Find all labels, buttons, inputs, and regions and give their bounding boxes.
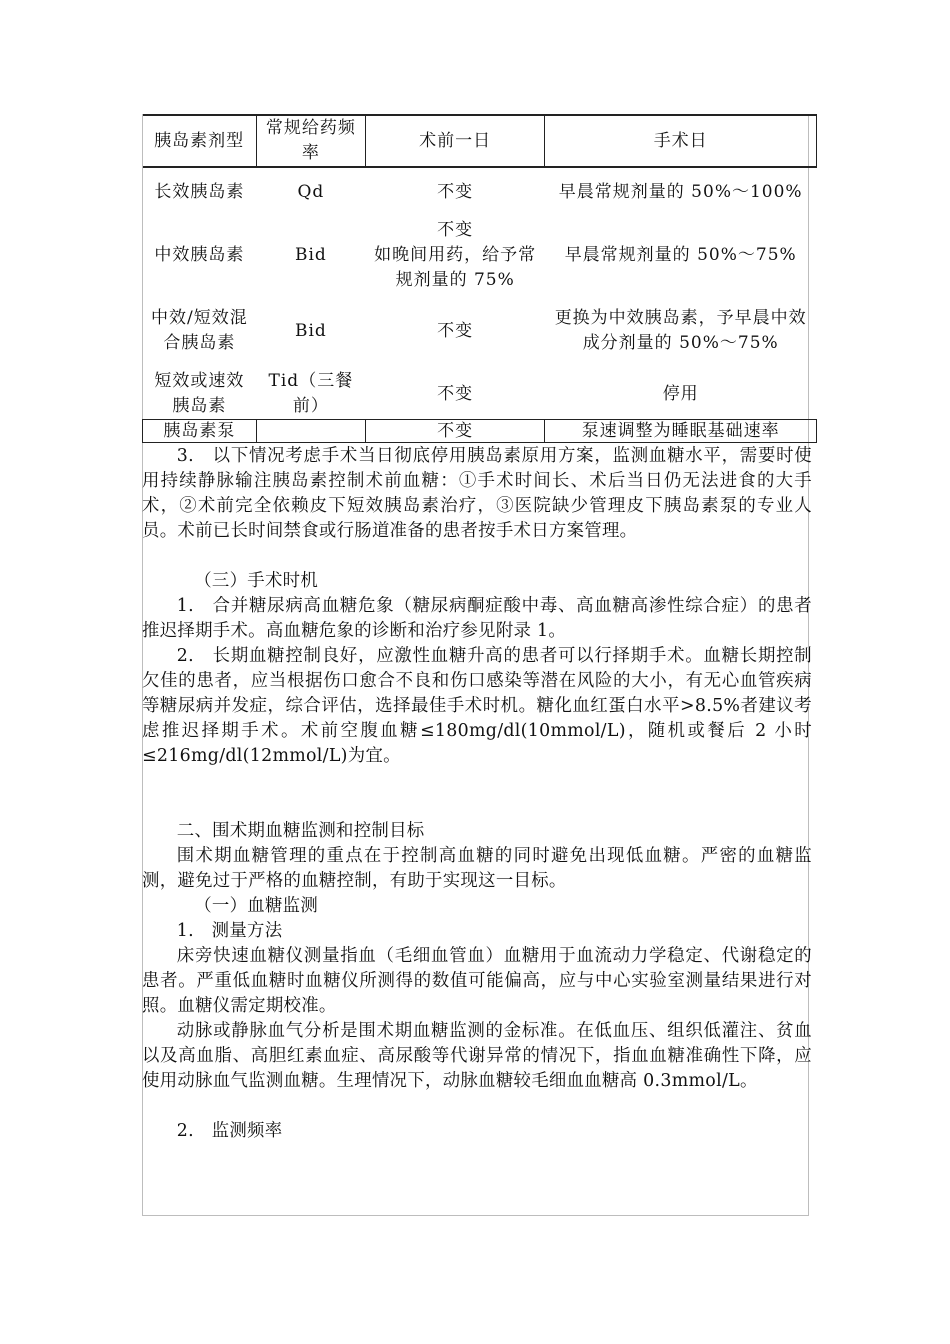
section-heading: 二、围术期血糖监测和控制目标: [176, 821, 425, 841]
table-cell: 长效胰岛素: [154, 182, 245, 202]
table-row: [143, 167, 817, 217]
table-cell: 中效/短效混合胰岛素: [151, 308, 248, 353]
table-row: [143, 293, 817, 369]
table-cell: 胰岛素泵: [143, 420, 257, 443]
table-cell: 更换为中效胰岛素，予早晨中效成分剂量的 50%～75%: [554, 308, 807, 353]
table-cell: Tid（三餐前）: [268, 371, 354, 416]
table-cell: 中效胰岛素: [154, 244, 245, 265]
table-cell: 停用: [662, 383, 699, 404]
paragraph: 床旁快速血糖仪测量指血（毛细血管血）血糖用于血流动力学稳定、代谢稳定的患者。严重低血糖时血糖仪所测得的数值可能偏高，应与中心实验室测量结果进行对照。血糖仪需定期校准。: [142, 946, 812, 1016]
paragraph: 3. 以下情况考虑手术当日彻底停用胰岛素原用方案，监测血糖水平，需要时使用持续静脉输注胰岛素控制术前血糖：①手术时间长、术后当日仍无法进食的大手术，②术前完全依赖皮下短效胰岛素治疗，③医院缺少管理皮下胰岛素泵的专业人员。术前已长时间禁食或行肠道准备的患者按手术日方案管理。: [142, 446, 812, 541]
table-cell: 泵速调整为睡眠基础速率: [545, 420, 817, 443]
paragraph: 1. 合并糖尿病高血糖危象（糖尿病酮症酸中毒、高血糖高渗性综合症）的患者推迟择期手术。高血糖危象的诊断和治疗参见附录 1。: [142, 596, 812, 641]
table-header-cell: 手术日: [545, 115, 817, 167]
table-header-cell: 术前一日: [365, 115, 544, 167]
table-cell: 不变: [437, 320, 474, 341]
table-cell: 早晨常规剂量的 50%～75%: [564, 244, 797, 265]
section-heading: 1. 测量方法: [176, 921, 283, 941]
table-cell: 早晨常规剂量的 50%～100%: [558, 182, 803, 202]
table-header-cell: 常规给药频率: [256, 115, 365, 167]
table-row: [143, 217, 817, 293]
document-body: [142, 444, 812, 1144]
table-cell: 不变: [437, 383, 474, 404]
table-cell: Qd: [297, 182, 325, 202]
table-cell: 不变 如晚间用药，给予常规剂量的 75%: [374, 219, 537, 290]
paragraph: 2. 长期血糖控制良好，应激性血糖升高的患者可以行择期手术。血糖长期控制欠佳的患者，应当根据伤口愈合不良和伤口感染等潜在风险的大小，有无心血管疾病等糖尿病并发症，综合评估，选择最佳手术时机。糖化血红蛋白水平>8.5%者建议考虑推迟择期手术。术前空腹血糖≤180mg/dl(10mmol/L)，随机或餐后 2 小时≤216mg/dl(12mmol/L)为宜。: [142, 646, 812, 766]
table-header-row: [143, 115, 817, 167]
paragraph: 动脉或静脉血气分析是围术期血糖监测的金标准。在低血压、组织低灌注、贫血以及高血脂、高胆红素血症、高尿酸等代谢异常的情况下，指血血糖准确性下降，应使用动脉血气监测血糖。生理情况下，动脉血糖较毛细血血糖高 0.3mmol/L。: [142, 1021, 812, 1091]
paragraph: 围术期血糖管理的重点在于控制高血糖的同时避免出现低血糖。严密的血糖监测，避免过于严格的血糖控制，有助于实现这一目标。: [142, 846, 812, 891]
table-row: [143, 420, 817, 443]
section-heading: （三）手术时机: [194, 571, 319, 591]
table-cell: [256, 420, 365, 443]
table-cell: Bid: [294, 244, 327, 265]
section-heading: （一）血糖监测: [194, 896, 319, 916]
table-cell: 不变: [437, 182, 474, 202]
table-cell: 不变: [365, 420, 544, 443]
table-header-cell: 胰岛素剂型: [143, 115, 257, 167]
section-heading: 2. 监测频率: [176, 1121, 283, 1141]
table-row: [143, 369, 817, 420]
table-cell: Bid: [294, 320, 327, 341]
table-cell: 短效或速效胰岛素: [154, 371, 245, 416]
insulin-dose-table: [142, 114, 817, 443]
